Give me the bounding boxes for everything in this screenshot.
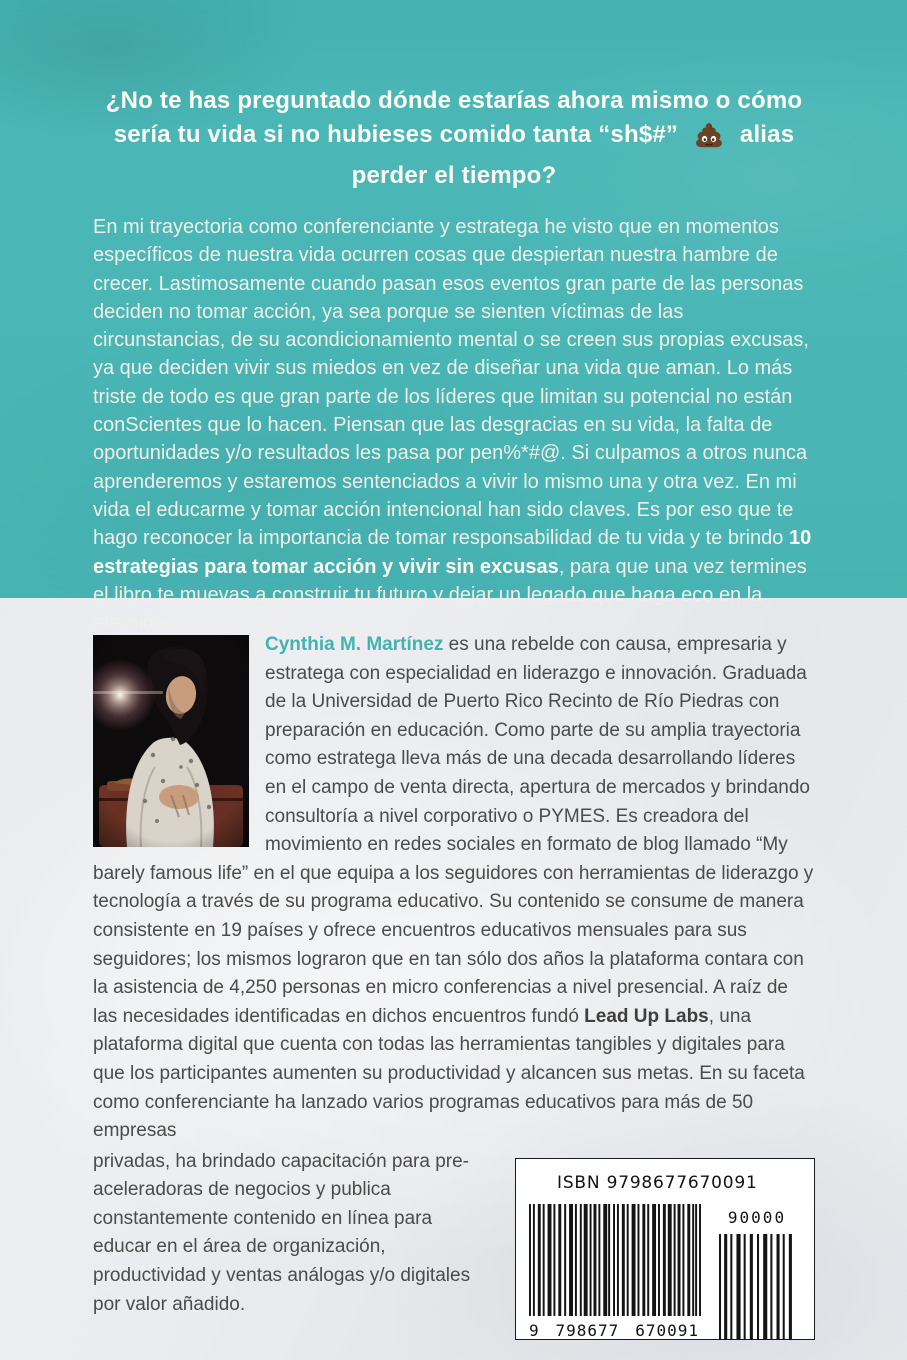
barcode-digit-left: 9 <box>529 1321 540 1341</box>
isbn-barcode-box <box>515 1158 815 1340</box>
isbn-label: ISBN 9798677670091 <box>557 1172 758 1193</box>
intro-text-part2: , para que una vez termines el libro te muevas a construir tu futuro y dejar un legado que haga eco en la eternidad. <box>93 555 807 635</box>
author-bio-paragraph-continued <box>93 1148 815 1344</box>
headline-text-part2: alias perder el tiempo? <box>351 121 795 189</box>
barcode-digit-group1: 798677 <box>555 1321 620 1341</box>
intro-text-part1: En mi trayectoria como conferenciante y estratega he visto que en momentos específicos de nuestra vida ocurren cosas que despiertan nuestra hambre de crecer. Lastimosamente cuando pasan esos eventos gran parte de las personas deciden no tomar acción, ya sea porque se sienten víctimas de las circunstancias, de su acondicionamiento mental o se creen sus propias excusas, ya que deciden vivir sus miedos en vez de diseñar una vida que aman. Lo más triste de todo es que gran parte de los líderes que limitan su potencial no están conScientes que lo hacen. Piensan que las desgracias en su vida, la falta de oportunidades y/o resultados les pasa por pen%*#@. Si culpamos a otros nunca aprenderemos y estaremos sentenciados a vivir lo mismo una y otra vez. En mi vida el educarme y tomar acción intencional han sido claves. Es por eso que te hago reconocer la importancia de tomar responsabilidad de tu vida y te brindo <box>93 216 809 550</box>
teal-panel <box>0 0 907 635</box>
poop-emoji-icon <box>694 122 724 159</box>
bio-text-part1: es una rebelde con causa, empresaria y estratega con especialidad en liderazgo e innovación. Graduada de la Universidad de Puerto Rico Recinto de Río Piedras con preparación en educación. Como parte de su amplia trayectoria como estratega lleva más de una decada desarrollando líderes en el campo de venta directa, apertura de mercados y brindando consultoría a nivel corporativo o PYMES. Es creadora del movimiento en redes sociales en formato de blog llamado “My barely famous life” en el que equipa a los seguidores con herramientas de liderazgo y tecnología a través de su programa educativo. Su contenido se consume de manera consistente en 19 países y ofrece encuentros educativos mensuales para sus seguidores; los mismos lograron que en tan sólo dos años la plataforma contara con la asistencia de 4,250 personas en micro conferencias a nivel presencial. A raíz de las necesidades identificadas en dichos encuentros fundó <box>93 634 814 1027</box>
ean-barcode <box>529 1204 701 1346</box>
intro-bold-strategies: 10 estrategias para tomar acción y vivir sin excusas <box>93 527 812 578</box>
bio-bold-lead-up-labs: Lead Up Labs <box>584 1005 709 1027</box>
barcode-digits <box>529 1317 701 1346</box>
bio-text-part3: privadas, ha brindado capacitación para pre-aceleradoras de negocios y publica constantemente contenido en línea para educar en el área de organización, productividad y ventas análogas y/o digitales por valor añadido. <box>93 1150 471 1315</box>
headline-text-part1: ¿No te has preguntado dónde estarías ahora mismo o cómo sería tu vida si no hubieses comido tanta “sh$#” <box>105 87 803 148</box>
price-code: 90000 <box>727 1208 787 1228</box>
author-portrait-illustration <box>93 635 249 847</box>
author-bio-paragraph <box>93 631 815 1146</box>
barcode-row <box>529 1204 801 1346</box>
intro-paragraph <box>93 213 815 637</box>
author-name: Cynthia M. Martínez <box>265 634 444 655</box>
headline <box>93 84 815 193</box>
price-addon-barcode <box>719 1204 795 1340</box>
barcode-digit-group2: 670091 <box>635 1321 699 1341</box>
author-bio-section <box>0 598 907 1344</box>
author-photo <box>93 635 249 847</box>
bio-text-part2: , una plataforma digital que cuenta con todas las herramientas tangibles y digitales para que los participantes aumenten su productividad y alcancen sus metas. En su faceta como conferenciante ha lanzado varios programas educativos para más de 50 empresas <box>93 1005 805 1142</box>
